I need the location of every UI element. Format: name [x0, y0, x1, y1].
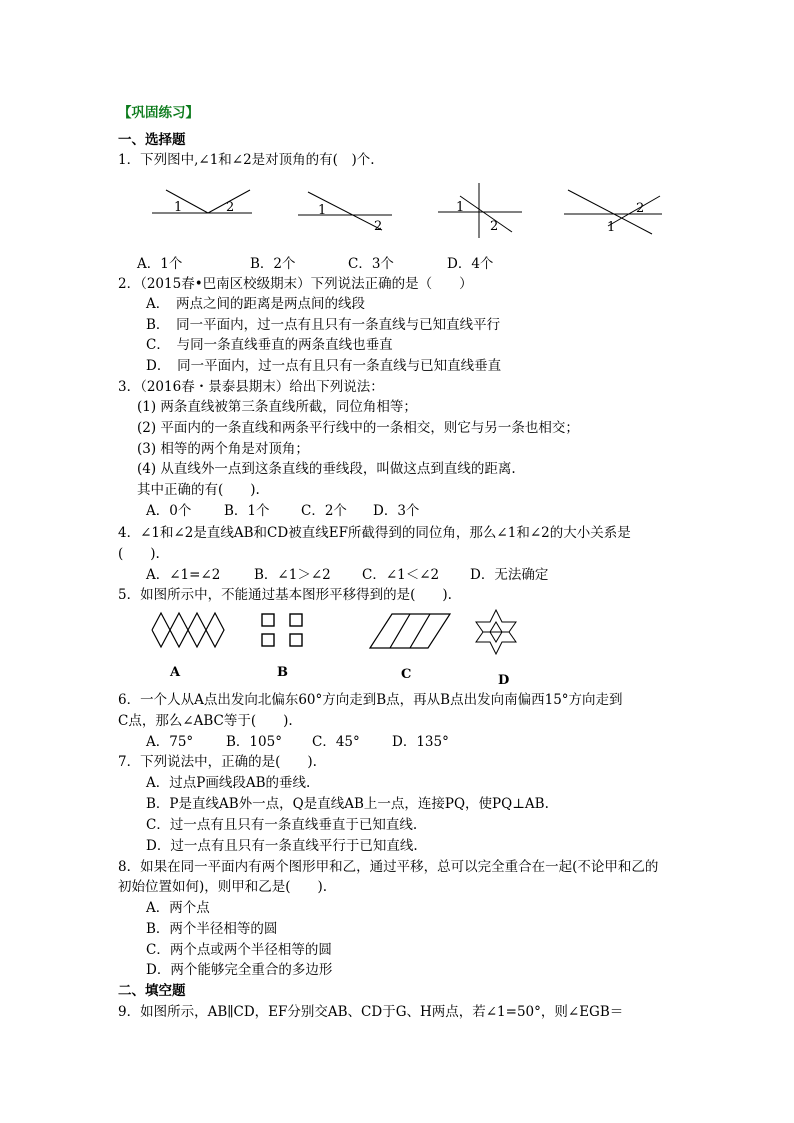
- q3-ask: 其中正确的有( ).: [137, 482, 260, 498]
- q2-option-b: B． 同一平面内，过一点有且只有一条直线与已知直线平行: [146, 317, 501, 333]
- q6-option-a: A．75°: [146, 734, 194, 750]
- q2-option-d: D． 同一平面内，过一点有且只有一条直线与已知直线垂直: [146, 358, 502, 374]
- worksheet-title: 【巩固练习】: [118, 105, 199, 121]
- q1-figure-1: [152, 190, 252, 213]
- q1-option-b: B．2个: [250, 256, 296, 272]
- q5-label-d: D: [498, 673, 510, 688]
- q1-fig1-label-1: 1: [174, 200, 183, 215]
- q5-figure-d-star: [476, 610, 516, 654]
- q2-option-a: A． 两点之间的距离是两点间的线段: [146, 296, 365, 312]
- q3-options: [146, 501, 419, 521]
- q8-option-d: D．两个能够完全重合的多边形: [146, 962, 333, 978]
- q7-option-c: C．过一点有且只有一条直线垂直于已知直线.: [146, 817, 418, 833]
- q1-option-c: C．3个: [348, 256, 394, 272]
- q1-fig2-label-1: 1: [318, 203, 327, 218]
- q4-stem-line1: 4．∠1和∠2是直线AB和CD被直线EF所截得到的同位角，那么∠1和∠2的大小关系是: [118, 525, 631, 541]
- section-fill-heading: 二、填空题: [118, 983, 186, 999]
- q1-fig3-label-1: 1: [456, 200, 465, 215]
- q4-option-a: A．∠1=∠2: [146, 567, 221, 583]
- q5-figures: [140, 608, 540, 690]
- q4-options: [146, 565, 548, 585]
- q5-figure-a-zigzag: [152, 613, 224, 647]
- q8-stem-line1: 8．如果在同一平面内有两个图形甲和乙，通过平移，总可以完全重合在一起(不论甲和乙的: [118, 859, 659, 875]
- q5-figure-b-squares: [262, 614, 302, 646]
- q5-label-a: A: [170, 665, 181, 680]
- q5-figure-c-parallelogram: [370, 614, 450, 648]
- q1-fig4-label-2: 2: [636, 201, 645, 216]
- q6-stem-line2: C点，那么∠ABC等于( ).: [118, 713, 293, 729]
- q7-stem: 7．下列说法中，正确的是( ).: [118, 754, 317, 770]
- q5-label-b: B: [277, 665, 288, 680]
- q8-stem-line2: 初始位置如何)，则甲和乙是( ).: [118, 879, 328, 895]
- q1-option-d: D．4个: [447, 256, 494, 272]
- q7-option-d: D．过一点有且只有一条直线平行于已知直线.: [146, 838, 418, 854]
- q1-fig1-label-2: 2: [226, 200, 235, 215]
- q8-option-a: A．两个点: [146, 900, 210, 916]
- q1-fig2-label-2: 2: [374, 219, 383, 234]
- q2-stem: 2．（2015春•巴南区校级期末）下列说法正确的是（ ）: [118, 276, 473, 292]
- section-choice-heading: 一、选择题: [118, 132, 186, 148]
- q1-figures: [140, 178, 680, 238]
- q8-option-b: B．两个半径相等的圆: [146, 921, 278, 937]
- q3-item-4: (4) 从直线外一点到这条直线的垂线段，叫做这点到直线的距离.: [137, 461, 516, 477]
- q1-stem: 1．下列图中,∠1和∠2是对顶角的有( )个.: [118, 152, 375, 168]
- q3-stem: 3．（2016春・景泰县期末）给出下列说法：: [118, 379, 384, 395]
- q7-option-b: B．P是直线AB外一点，Q是直线AB上一点，连接PQ，使PQ⊥AB.: [146, 796, 549, 812]
- q6-option-d: D．135°: [392, 734, 449, 750]
- q4-stem-line2: ( ).: [118, 546, 160, 562]
- q6-options: [146, 732, 449, 752]
- q3-item-3: (3) 相等的两个角是对顶角；: [137, 441, 309, 457]
- q1-figure-3: [438, 183, 522, 238]
- q6-option-c: C．45°: [312, 734, 360, 750]
- q3-option-a: A．0个: [146, 503, 192, 519]
- q4-option-b: B．∠1＞∠2: [254, 567, 331, 583]
- q1-fig4-label-1: 1: [607, 220, 616, 235]
- q1-options: [137, 254, 493, 274]
- q4-option-d: D．无法确定: [470, 567, 549, 583]
- q3-item-1: (1) 两条直线被第三条直线所截，同位角相等；: [137, 399, 417, 415]
- q6-stem-line1: 6．一个人从A点出发向北偏东60°方向走到B点，再从B点出发向南偏西15°方向走到: [118, 692, 623, 708]
- q8-option-c: C．两个点或两个半径相等的圆: [146, 942, 332, 958]
- q2-option-c: C． 与同一条直线垂直的两条直线也垂直: [146, 337, 393, 353]
- q3-option-c: C．2个: [301, 503, 347, 519]
- q3-item-2: (2) 平面内的一条直线和两条平行线中的一条相交，则它与另一条也相交；: [137, 420, 579, 436]
- q5-stem: 5．如图所示中，不能通过基本图形平移得到的是( ).: [118, 587, 452, 603]
- q1-fig3-label-2: 2: [490, 219, 499, 234]
- q5-label-c: C: [401, 667, 412, 682]
- q3-option-b: B．1个: [224, 503, 270, 519]
- q6-option-b: B．105°: [226, 734, 282, 750]
- q1-option-a: A．1个: [137, 256, 183, 272]
- q9-stem: 9．如图所示，AB∥CD，EF分别交AB、CD于G、H两点，若∠1=50°，则∠EGB＝: [118, 1004, 624, 1020]
- q4-option-c: C．∠1＜∠2: [362, 567, 440, 583]
- q7-option-a: A．过点P画线段AB的垂线.: [146, 775, 311, 791]
- q3-option-d: D．3个: [373, 503, 420, 519]
